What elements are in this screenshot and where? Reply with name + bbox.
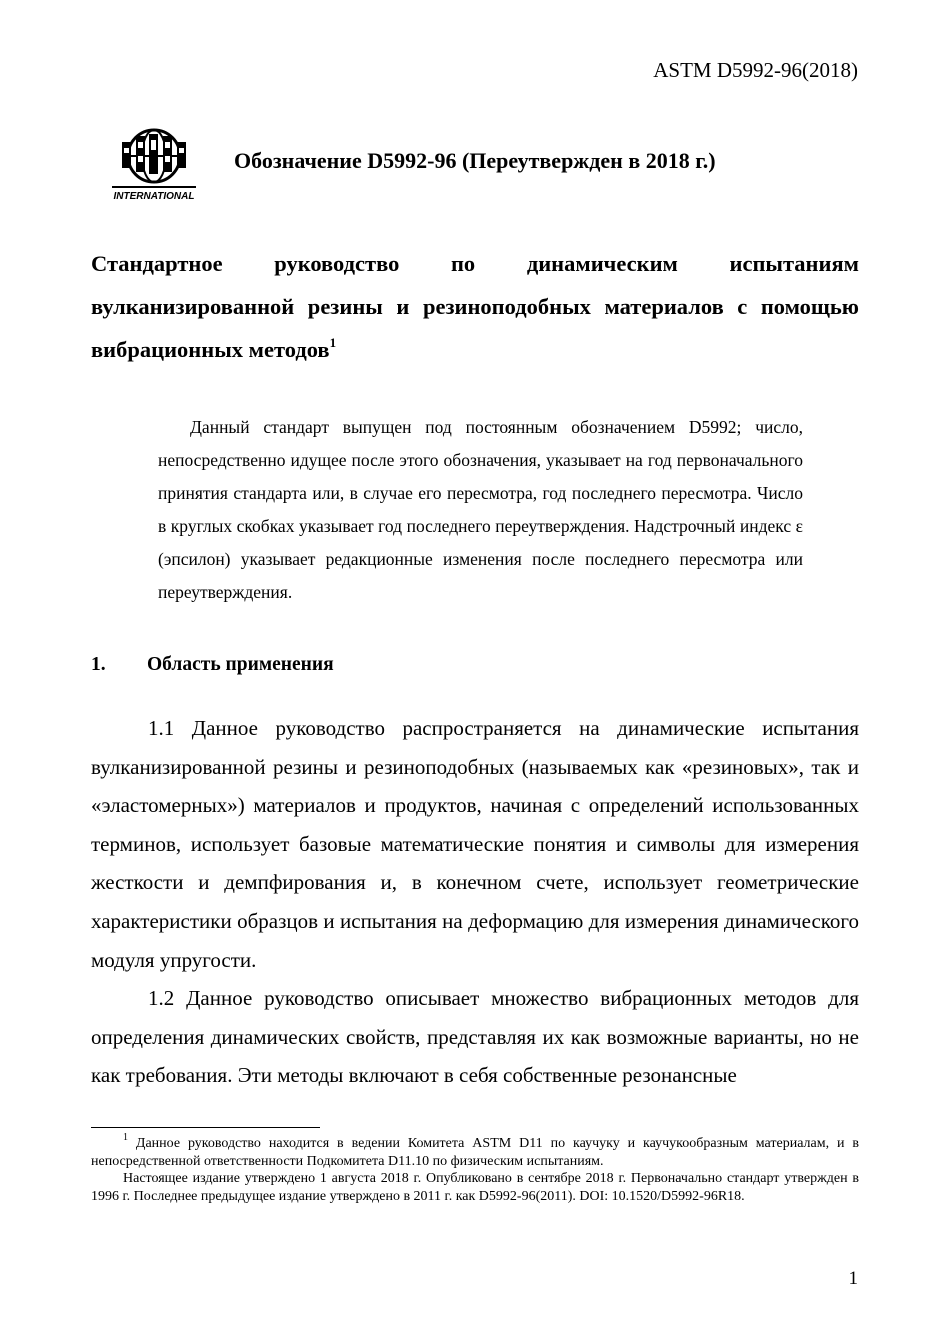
paragraph-1-2: 1.2 Данное руководство описывает множество вибрационных методов для определения динамических свойств, представляя их как возможные варианты, но не как требования. Эти методы включают в себя собственные резонансные (91, 986, 859, 1088)
footnotes (91, 1132, 859, 1205)
title-text: Стандартное руководство по динамическим испытаниям вулканизированной резины и резиноподобных материалов с помощью вибрационных методов (91, 251, 859, 362)
page-number: 1 (848, 1268, 858, 1289)
footnote-mark: 1 (123, 1132, 128, 1144)
footnote-1-text: Данное руководство находится в ведении Комитета ASTM D11 по каучуку и каучукообразным материалам, и в непосредственной ответственности Подкомитета D11.10 по физическим испытаниям. (91, 1136, 859, 1169)
logo-text: INTERNATIONAL (113, 191, 195, 202)
document-code: ASTM D5992-96(2018) (653, 58, 858, 82)
document-title (91, 242, 859, 371)
footnote-2: Настоящее издание утверждено 1 августа 2018 г. Опубликовано в сентябре 2018 г. Первоначально стандарт утвержден в 1996 г. Последнее предыдущее издание утверждено в 2011 г. как D5992-96(2011). DOI: 10.1520/D5992-96R18. (91, 1171, 859, 1204)
title-footnote-mark: 1 (329, 334, 337, 350)
section-number: 1. (91, 654, 106, 675)
astm-logo-icon (112, 128, 196, 202)
astm-international-logo (112, 128, 196, 202)
footnote-divider (91, 1127, 320, 1128)
section-heading (91, 654, 334, 676)
designation-notice: Данный стандарт выпущен под постоянным обозначением D5992; число, непосредственно идущее после этого обозначения, указывает на год первоначального принятия стандарта или, в случае его пересмотра, год последнего пересмотра. Число в круглых скобках указывает год последнего переутверждения. Надстрочный индекс ε (эпсилон) указывает редакционные изменения после последнего пересмотра или переутверждения. (158, 417, 803, 602)
footnote-1 (91, 1132, 859, 1170)
designation-line: Обозначение D5992-96 (Переутвержден в 2018 г.) (234, 148, 716, 173)
section-title: Область применения (147, 654, 334, 675)
paragraph-1-1: 1.1 Данное руководство распространяется на динамические испытания вулканизированной резины и резиноподобных (называемых как «резиновых», так и «эластомерных») материалов и продуктов, начиная с определений использованных терминов, использует базовые математические понятия и символы для измерения жесткости и демпфирования и, в конечном счете, использует геометрические характеристики образцов и испытания на деформацию для измерения динамического модуля упругости. (91, 716, 859, 972)
